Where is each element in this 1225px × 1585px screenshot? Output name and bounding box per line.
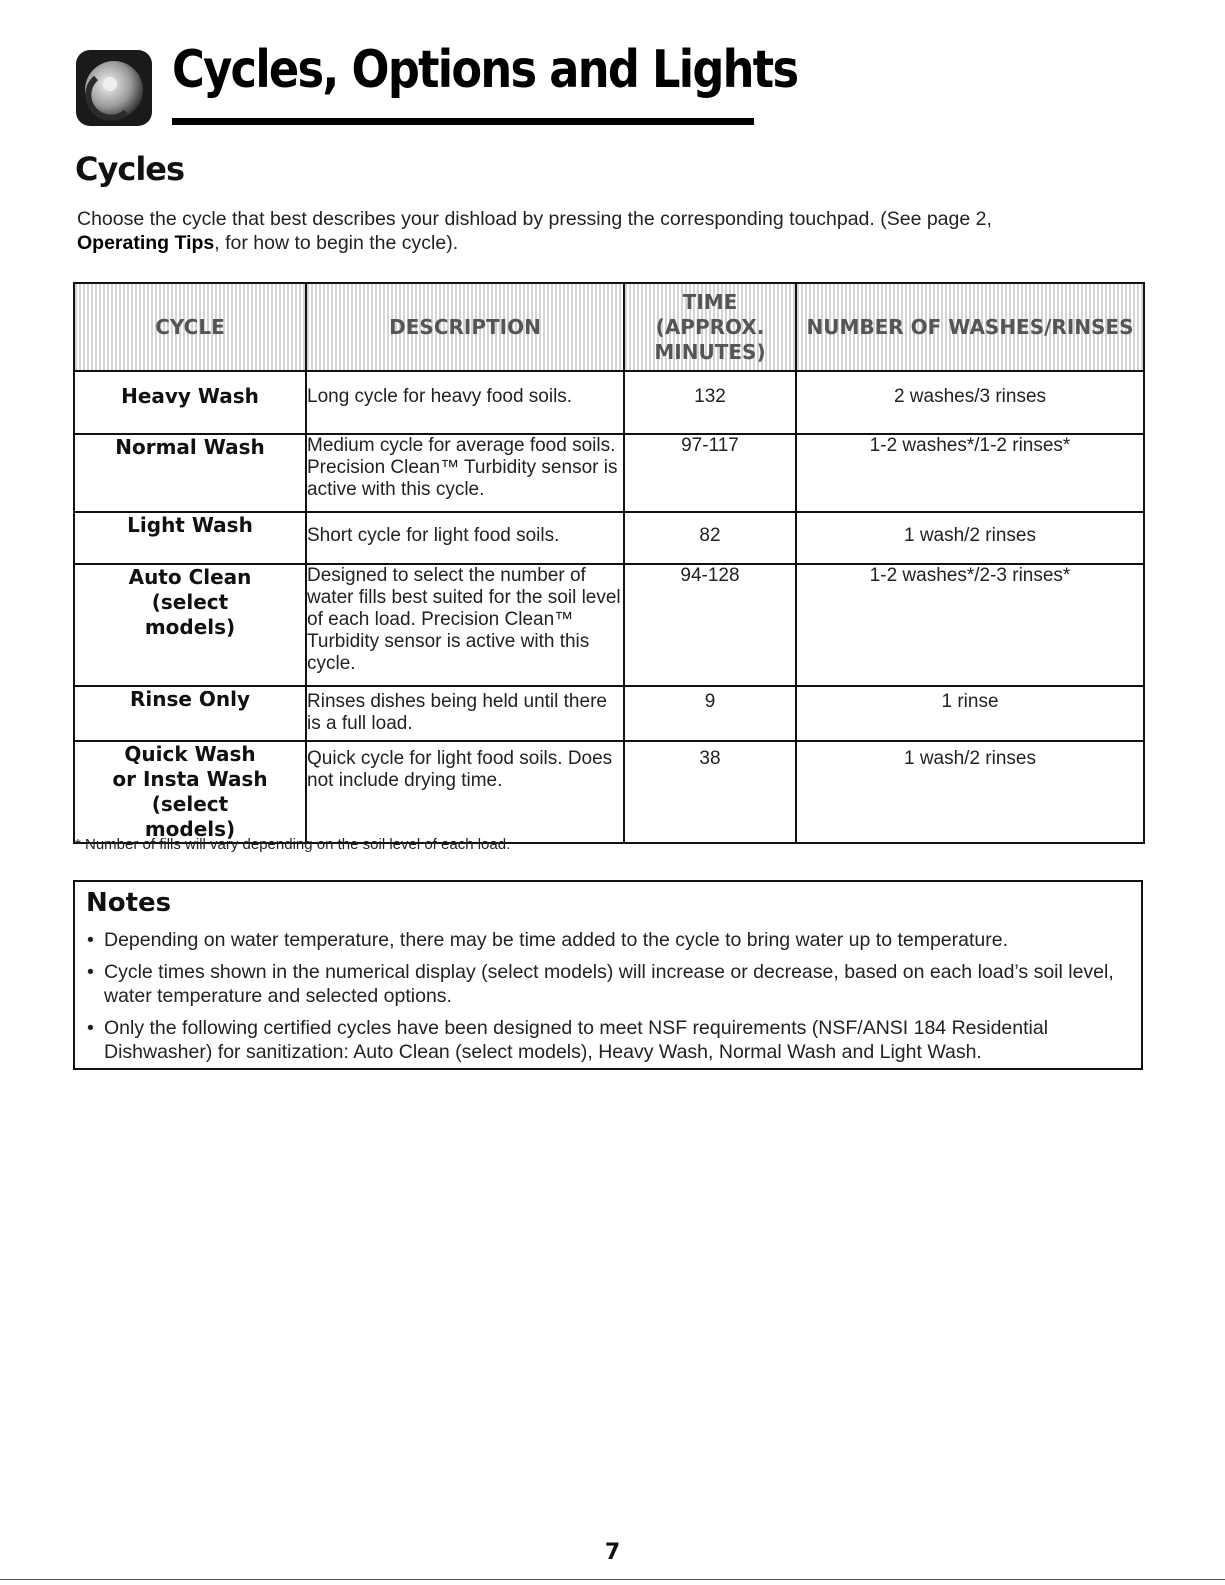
- list-item: [87, 960, 1132, 1008]
- section-heading: Cycles: [75, 150, 185, 188]
- table-row: [74, 434, 1144, 512]
- cycle-time: 38: [624, 741, 796, 843]
- page-header: [74, 40, 798, 130]
- note-text: Depending on water temperature, there may be time added to the cycle to bring water up to temperature.: [104, 929, 1009, 951]
- bullet-icon: •: [87, 1017, 94, 1039]
- cycle-washes: 1 wash/2 rinses: [796, 512, 1144, 564]
- cycle-washes: 1-2 washes*/2-3 rinses*: [796, 564, 1144, 686]
- cycle-washes: 1-2 washes*/1-2 rinses*: [796, 434, 1144, 512]
- cycles-table: [73, 282, 1145, 844]
- notes-box: [73, 880, 1143, 1070]
- table-row: [74, 564, 1144, 686]
- table-row: [74, 686, 1144, 741]
- cycle-name: Rinse Only: [74, 686, 306, 741]
- intro-text: Choose the cycle that best describes your dishload by pressing the corresponding touchpad. (See page 2,: [77, 208, 992, 230]
- bullet-icon: •: [87, 961, 94, 983]
- header-cycle: CYCLE: [74, 283, 306, 371]
- cycle-washes: 2 washes/3 rinses: [796, 371, 1144, 434]
- cycle-description: Short cycle for light food soils.: [306, 512, 624, 564]
- notes-title: Notes: [86, 888, 172, 918]
- cycle-description: Medium cycle for average food soils. Precision Clean™ Turbidity sensor is active with this cycle.: [306, 434, 624, 512]
- cycle-time: 132: [624, 371, 796, 434]
- header-washes: NUMBER OF WASHES/RINSES: [796, 283, 1144, 371]
- cycle-name: Light Wash: [74, 512, 306, 564]
- cycle-description: Rinses dishes being held until there is a full load.: [306, 686, 624, 741]
- cycle-time: 82: [624, 512, 796, 564]
- cycle-name: Normal Wash: [74, 434, 306, 512]
- note-text: Cycle times shown in the numerical display (select models) will increase or decrease, based on each load’s soil level, water temperature and selected options.: [104, 961, 1114, 1007]
- page-title: Cycles, Options and Lights: [172, 40, 798, 100]
- cycle-washes: 1 wash/2 rinses: [796, 741, 1144, 843]
- intro-text-end: , for how to begin the cycle).: [214, 232, 459, 254]
- bottom-rule: [0, 1579, 1225, 1580]
- table-row: [74, 512, 1144, 564]
- bullet-icon: •: [87, 929, 94, 951]
- cycle-description: Quick cycle for light food soils. Does not include drying time.: [306, 741, 624, 843]
- dial-icon: [74, 48, 154, 128]
- title-underline: [172, 118, 754, 125]
- cycle-time: 9: [624, 686, 796, 741]
- cycle-description: Long cycle for heavy food soils.: [306, 371, 624, 434]
- cycle-time: 94-128: [624, 564, 796, 686]
- page-number: 7: [604, 1540, 621, 1565]
- cycle-washes: 1 rinse: [796, 686, 1144, 741]
- table-footnote: * Number of fills will vary depending on the soil level of each load.: [75, 836, 511, 853]
- table-row: [74, 371, 1144, 434]
- header-time: TIME (APPROX. MINUTES): [624, 283, 796, 371]
- cycle-name: Heavy Wash: [74, 371, 306, 434]
- table-row: [74, 741, 1144, 843]
- table-header-row: [74, 283, 1144, 371]
- cycle-name: Quick Wash or Insta Wash (select models): [74, 741, 306, 843]
- notes-list: [87, 928, 1132, 1072]
- intro-paragraph: [77, 207, 1147, 255]
- note-text: Only the following certified cycles have been designed to meet NSF requirements (NSF/ANSI 184 Residential Dishwasher) for sanitization: Auto Clean (select models), Heavy Wash, Normal Wash and Light Wash.: [104, 1017, 1049, 1063]
- list-item: [87, 1016, 1132, 1064]
- list-item: [87, 928, 1132, 952]
- cycle-name: Auto Clean (select models): [74, 564, 306, 686]
- cycle-time: 97-117: [624, 434, 796, 512]
- operating-tips-ref: Operating Tips: [77, 232, 215, 254]
- cycle-description: Designed to select the number of water fills best suited for the soil level of each load. Precision Clean™ Turbidity sensor is active with this cycle.: [306, 564, 624, 686]
- header-description: DESCRIPTION: [306, 283, 624, 371]
